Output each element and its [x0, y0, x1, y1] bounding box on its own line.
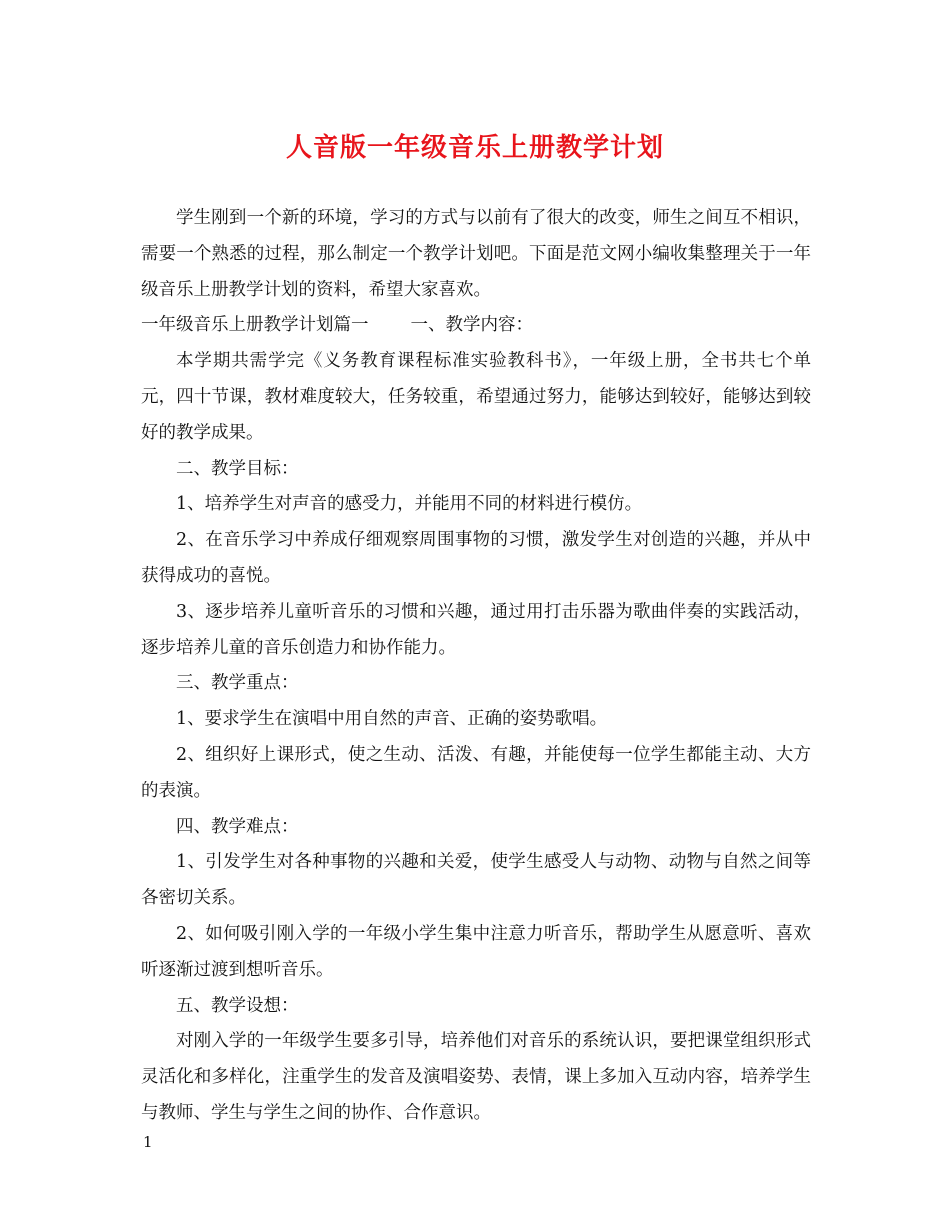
- document-body: [141, 201, 811, 1132]
- goal-item: 2、在音乐学习中养成仔细观察周围事物的习惯，激发学生对创造的兴趣，并从中获得成功的喜悦。: [141, 530, 811, 586]
- ideas-heading: 五、教学设想：: [176, 995, 299, 1016]
- goals-heading: 二、教学目标：: [176, 458, 299, 479]
- document-title: 人音版一年级音乐上册教学计划: [285, 133, 664, 163]
- section-heading-line: [141, 308, 811, 344]
- difficulties-heading: 四、教学难点：: [176, 816, 299, 837]
- key-points-heading: 三、教学重点：: [176, 673, 299, 694]
- content-heading: 一、教学内容：: [410, 315, 533, 336]
- goal-item: 1、培养学生对声音的感受力，并能用不同的材料进行模仿。: [176, 494, 643, 515]
- key-point-item: 2、组织好上课形式，使之生动、活泼、有趣，并能使每一位学生都能主动、大方的表演。: [141, 744, 811, 801]
- content-paragraph: 本学期共需学完《义务教育课程标准实验教科书》，一年级上册，全书共七个单元，四十节课，教材难度较大，任务较重，希望通过努力，能够达到较好，能够达到较好的教学成果。: [141, 351, 811, 443]
- key-point-item: 1、要求学生在演唱中用自然的声音、正确的姿势歌唱。: [176, 709, 608, 730]
- section-heading: 一年级音乐上册教学计划篇一: [141, 315, 369, 336]
- intro-paragraph: 学生刚到一个新的环境，学习的方式与以前有了很大的改变，师生之间互不相识，需要一个熟悉的过程，那么制定一个教学计划吧。下面是范文网小编收集整理关于一年级音乐上册教学计划的资料，希望大家喜欢。: [141, 208, 811, 300]
- difficulty-item: 1、引发学生对各种事物的兴趣和关爱，使学生感受人与动物、动物与自然之间等各密切关系。: [141, 852, 811, 909]
- goal-item: 3、逐步培养儿童听音乐的习惯和兴趣，通过用打击乐器为歌曲伴奏的实践活动，逐步培养儿童的音乐创造力和协作能力。: [141, 601, 811, 658]
- difficulty-item: 2、如何吸引刚入学的一年级小学生集中注意力听音乐，帮助学生从愿意听、喜欢听逐渐过渡到想听音乐。: [141, 923, 811, 980]
- page-number: 1: [143, 1133, 153, 1151]
- ideas-paragraph: 对刚入学的一年级学生要多引导，培养他们对音乐的系统认识，要把课堂组织形式灵活化和多样化，注重学生的发音及演唱姿势、表情，课上多加入互动内容，培养学生与教师、学生与学生之间的协作、合作意识。: [141, 1031, 811, 1123]
